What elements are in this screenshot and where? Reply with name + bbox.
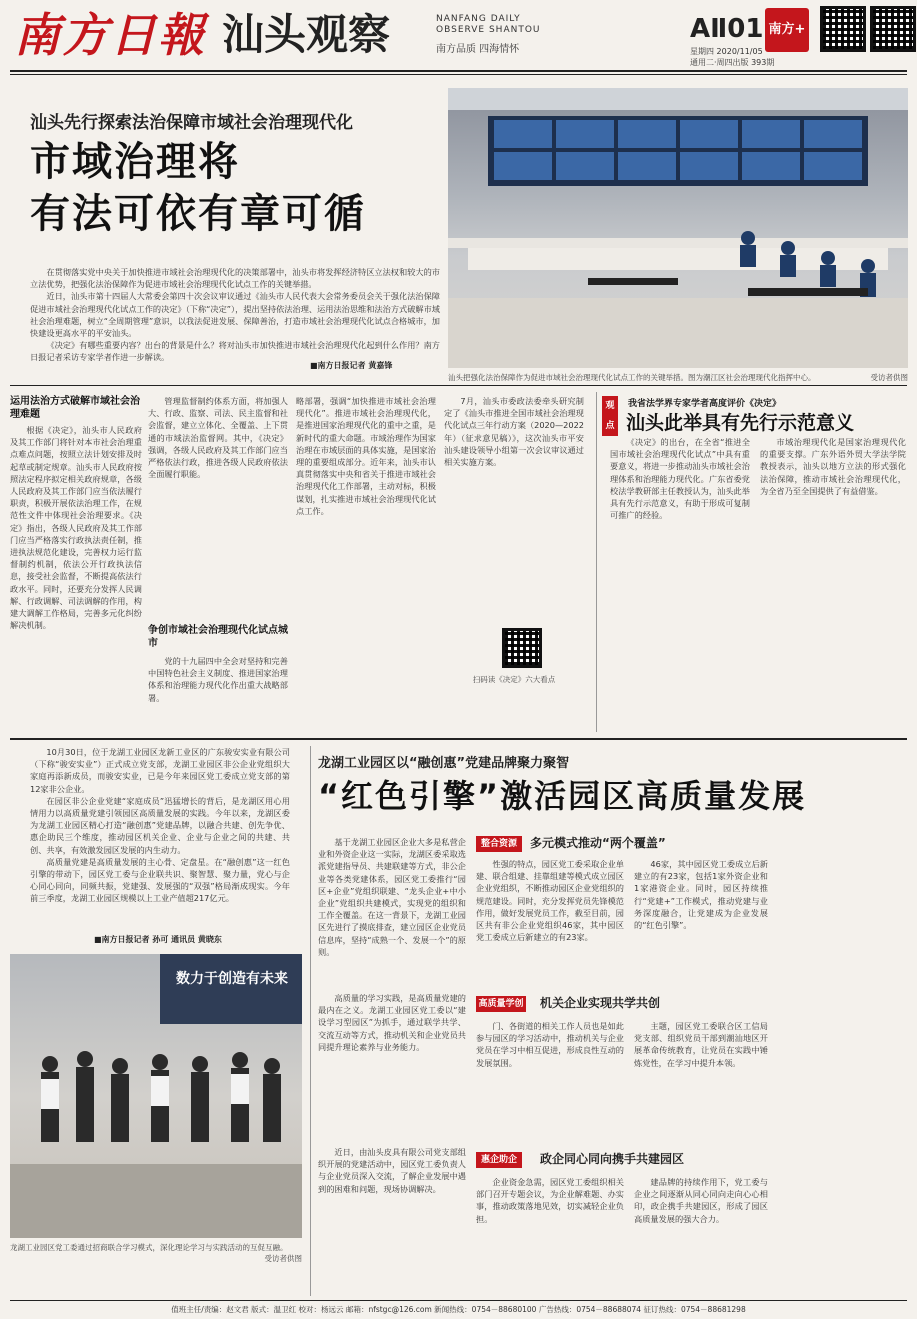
sec1-text3b [776,836,906,986]
photo-banner-text: 数力于创造有未来 [176,971,288,987]
sec3-text: 近日，由汕头皮具有限公司党支部组织开展的党建活动中，园区党工委负责人与企业党员深入交流，了解企业发展中遇到的困难和问题，现场协调解决。 [318,1147,466,1194]
section-divider [10,738,907,740]
col4-text: 7月，汕头市委政法委牵头研究制定了《汕头市推进全国市域社会治理现代化试点三年行动方案（2020—2022年）（征求意见稿）》，这次汕头市平安汕头建设领导小组第一次会议审议通过相关实施方案。 [444,396,584,468]
english-line-2: OBSERVE SHANTOU [436,25,541,35]
second-intro-p2: 在园区非公企业党建“家庭成员”迅猛增长的背后，是龙湖区用心用情用力以高质量党建引领园区高质量发展的实践。今年以来，龙湖区委为龙湖工业园区精心打造“融创惠”党建品牌，以融合共建、创先争优、惠企助民三个维度，推动园区机关企业、企业与企业之间的共建、共创、共享，有效激发园区发展的内生动力。 [30,795,290,855]
col3-text: 略部署，强调“加快推进市域社会治理现代化”。推进市域社会治理现代化，是推进国家治理现代化的重中之重，是新时代的重大命题。市域治理作为国家治理在市域层面的具体实施，是国家治理的重要组成部分。近年来，汕头市认真贯彻落实中央和省关于推进市域社会治理现代化工作部署，主动对标，积极谋划，扎实推进市域社会治理现代化试点工作。 [296,396,436,516]
lead-title-line-2: 有法可依有章可循 [30,191,366,237]
sec3-text3: 建品牌的持续作用下，党工委与企业之间逐渐从同心同向走向心心相印，政企携手共建园区，形成了园区高质量发展的强大合力。 [634,1177,768,1224]
second-title: “红色引擎”激活园区高质量发展 [318,777,807,815]
col2-heading: 争创市域社会治理现代化试点城市 [148,625,288,649]
group-visit-illustration [10,954,302,1238]
col1-text: 根据《决定》，汕头市人民政府及其工作部门将针对本市社会治理重点难点问题，按照立法计划安排及时起草或制定规章。汕头市人民政府按照法定程序拟定相关政府规章，各级人民政府及其工作部门应当依法履行职责，积极开展依法治理工作，在规范性文件中体现社会治理要求。《决定》指出，各级人民政府及其工作部门应当严格落实行政执法责任制，推进执法规范化建设，完善权力运行监督制约机制，依法公开行政执法信息，接受社会监督，不断提高依法行政水平。同时，还要充分发挥人民调解、行政调解、司法调解的作用，构建大调解工作格局，完善多元化纠纷解决机制。 [10,425,142,631]
editor-line: 通用二·周四出版 393期 [690,58,775,67]
second-byline: ■南方日报记者 孙可 通讯员 黄晓东 [94,935,222,944]
masthead-rule-thin [10,74,907,75]
lead-photo-caption [448,372,908,383]
issue-date: 2020/11/05 [716,47,763,56]
sec2-text2: 门、各街道的相关工作人员也是如此参与园区的学习活动中，推动机关与企业党员在学习中相互促进，形成良性互动的发展氛围。 [476,1021,624,1068]
sec1-label: 整合资源 [476,836,522,852]
sec2-label: 高质量学创 [476,996,526,1012]
column-rule [596,392,597,732]
edition-title: 汕头观察 [222,10,391,59]
col2-text2: 党的十九届四中全会对坚持和完善中国特色社会主义制度、推进国家治理体系和治理能力现代化作出重大战略部署。 [148,656,288,703]
lead-intro [30,266,440,363]
page-number: AⅡ01 [690,14,764,44]
footer-credits: 值班主任/责编：赵文君 版式：温卫红 校对：杨远云 邮箱：nfstgc@126.com 新闻热线：0754－88680100 广告热线：0754－88688074 征订热线：0754－88681298 [171,1305,746,1314]
sec3-label: 惠企助企 [476,1152,522,1168]
qr-caption: 扫码读《决定》六大看点 [472,675,556,684]
second-kicker: 龙湖工业园区以“融创惠”党建品牌聚力聚智 [318,756,570,771]
qr-code-icon [820,6,866,52]
sec1-title: 多元模式推动“两个覆盖” [530,836,666,850]
lead-byline: ■南方日报记者 黄嘉锋 [310,361,393,370]
second-photo-caption [10,1242,302,1264]
second-photo-caption-text: 龙湖工业园区党工委通过招商联合学习模式，深化理论学习与实践活动的互促互融。 [10,1243,288,1252]
lead-photo-caption-text: 汕头把强化法治保障作为促进市域社会治理现代化试点工作的关键举措。图为潮江区社会治理现代化指挥中心。 [448,373,816,382]
tagline: 南方品质 四海情怀 [436,44,520,55]
lead-photo [448,88,908,368]
lead-kicker: 汕头先行探索法治保障市域社会治理现代化 [30,113,353,133]
second-intro [30,746,290,916]
sec3-text2: 企业资金急需，园区党工委组织相关部门召开专题会议，为企业解难题、办实事，推动政策落地见效，切实减轻企业负担。 [476,1177,624,1224]
column-rule [310,746,311,1296]
sec3-title: 政企同心同向携手共建园区 [540,1152,685,1166]
col2-text: 管理监督制约体系方面，将加强人大、行政、监察、司法、民主监督和社会监督，建立立体化、全覆盖、上下贯通的市域法治监督网。其中，《决定》强调，各级人民政府及其工作部门应当严格依法行政，推进各级人民政府依法全面履行职能。 [148,396,288,480]
masthead-rule [10,70,907,72]
nanfang-plus-logo: 南方+ [765,8,809,52]
masthead-logo: 南方日報 [14,8,206,62]
lead-title-line-1: 市域治理将 [30,139,240,185]
sec1-text2: 性强的特点，园区党工委采取企业单建、联合组建、挂靠组建等模式成立园区企业党组织，不断推动园区企业党组织的规范建设。同时，充分发挥党员先锋模范作用，做好发展党员工作，截至目前，园区共有非公企业党组织46家，其中园区党工委成立后新建立的有23家。 [476,859,624,943]
footer-rule [10,1300,907,1301]
col1-heading: 运用法治方式破解市域社会治理难题 [10,396,140,420]
english-masthead [436,14,541,36]
sec2-text3: 主题，园区党工委联合区工信局党支部、组织党员干部到潮汕地区开展革命传统教育，让党员在实践中锤炼党性，在学习中提升本领。 [634,1021,768,1068]
command-center-illustration [448,88,908,368]
lead-intro-p3: 《决定》有哪些重要内容？出台的背景是什么？将对汕头市加快推进市域社会治理现代化起到什么作用？南方日报记者采访专家学者作进一步解读。 [30,340,440,363]
sec2-title: 机关企业实现共学共创 [540,996,661,1010]
lead-intro-p1: 在贯彻落实党中央关于加快推进市域社会治理现代化的决策部署中，汕头市将发挥经济特区立法权和较大的市立法优势，把强化法治保障作为促进市域社会治理现代化试点工作的关键举措。 [30,267,440,290]
second-intro-p3: 高质量党建是高质量发展的主心骨、定盘星。在“融创惠”这一红色引擎的带动下，园区党工委与企业联共识、聚智慧、聚力量，党心与企心同心同向，同频共振，党建强、发展强的“双强”格局渐成现实。今年前三季度，龙湖工业园区规模以上工业产值超217亿元。 [30,856,290,904]
section-divider [10,385,907,386]
second-photo [10,954,302,1238]
opinion-title: 汕头此举具有先行示范意义 [626,412,855,434]
sec1-text3: 46家，其中园区党工委成立后新建立的有23家，包括1家外资企业和1家港资企业。同时，园区持续推行“党建+”工作模式，推动党建与业务深度融合，让党建成为企业发展的“红色引擎”。 [634,859,768,931]
weekday: 星期四 [690,47,714,56]
opinion-label: 观点 [602,396,618,436]
sec2-text: 高质量的学习实践，是高质量党建的最内在之义。龙湖工业园区党工委以“建设学习型园区”为抓手，通过联学共学、交流互动等方式，推动机关和企业党员共同提升理论素养与业务能力。 [318,993,466,1052]
opinion-text-a: 《决定》的出台，在全省“推进全国市域社会治理现代化试点”中具有重要意义，将进一步推动汕头市域社会治理体系和治理能力现代化。广东省委党校法学教研部主任教授认为，汕头此举具有先行示范意义，有助于形成可复制可推广的经验。 [610,437,750,521]
second-intro-p1: 10月30日，位于龙湖工业园区龙新工业区的广东骏安实业有限公司（下称“骏安实业”）正式成立党支部，龙湖工业园区非公企业党组织大家庭再添新成员，而骏安实业，已是今年来园区党工委成立党支部的第12家非公企业。 [30,747,290,794]
date-block [690,46,774,68]
qr-code-icon[interactable] [502,628,542,668]
second-photo-credit: 受访者供图 [264,1254,302,1263]
english-line-1: NANFANG DAILY [436,14,521,24]
qr-code-icon [870,6,916,52]
lead-photo-credit: 受访者供图 [870,373,908,382]
opinion-kicker: 我省法学界专家学者高度评价《决定》 [628,399,782,409]
sec1-text: 基于龙湖工业园区企业大多是私营企业和外资企业这一实际，龙湖区委采取选派党建指导员、共建联建等方式，非公企业等各类党建体系，园区党工委推行“园区+企业”党组织联建、“龙头企业+中小企业”党组织共建模式，实现党的组织和工作全覆盖。在这一背景下，龙湖工业园区先进行了摸底排查，建立园区企业党员信息库，坚持“成熟一个、发展一个”的原则。 [318,837,466,957]
lead-intro-p2: 近日，汕头市第十四届人大常委会第四十次会议审议通过《汕头市人民代表大会常务委员会关于强化法治保障促进市域社会治理现代化试点工作的决定》（下称“决定”），提出坚持依法治理、运用法治思维和法治方式破解市域社会治理难题，树立“全周期管理”意识，以我法促进发展、保障善治，打造市域社会治理现代化试点合格城市，加快建设更高水平的平安汕头。 [30,291,440,339]
opinion-text-b: 市域治理现代化是国家治理现代化的重要支撑。广东外语外贸大学法学院教授表示，汕头以地方立法的形式强化法治保障，推动市域社会治理现代化，为全省乃至全国提供了有益借鉴。 [760,437,906,496]
